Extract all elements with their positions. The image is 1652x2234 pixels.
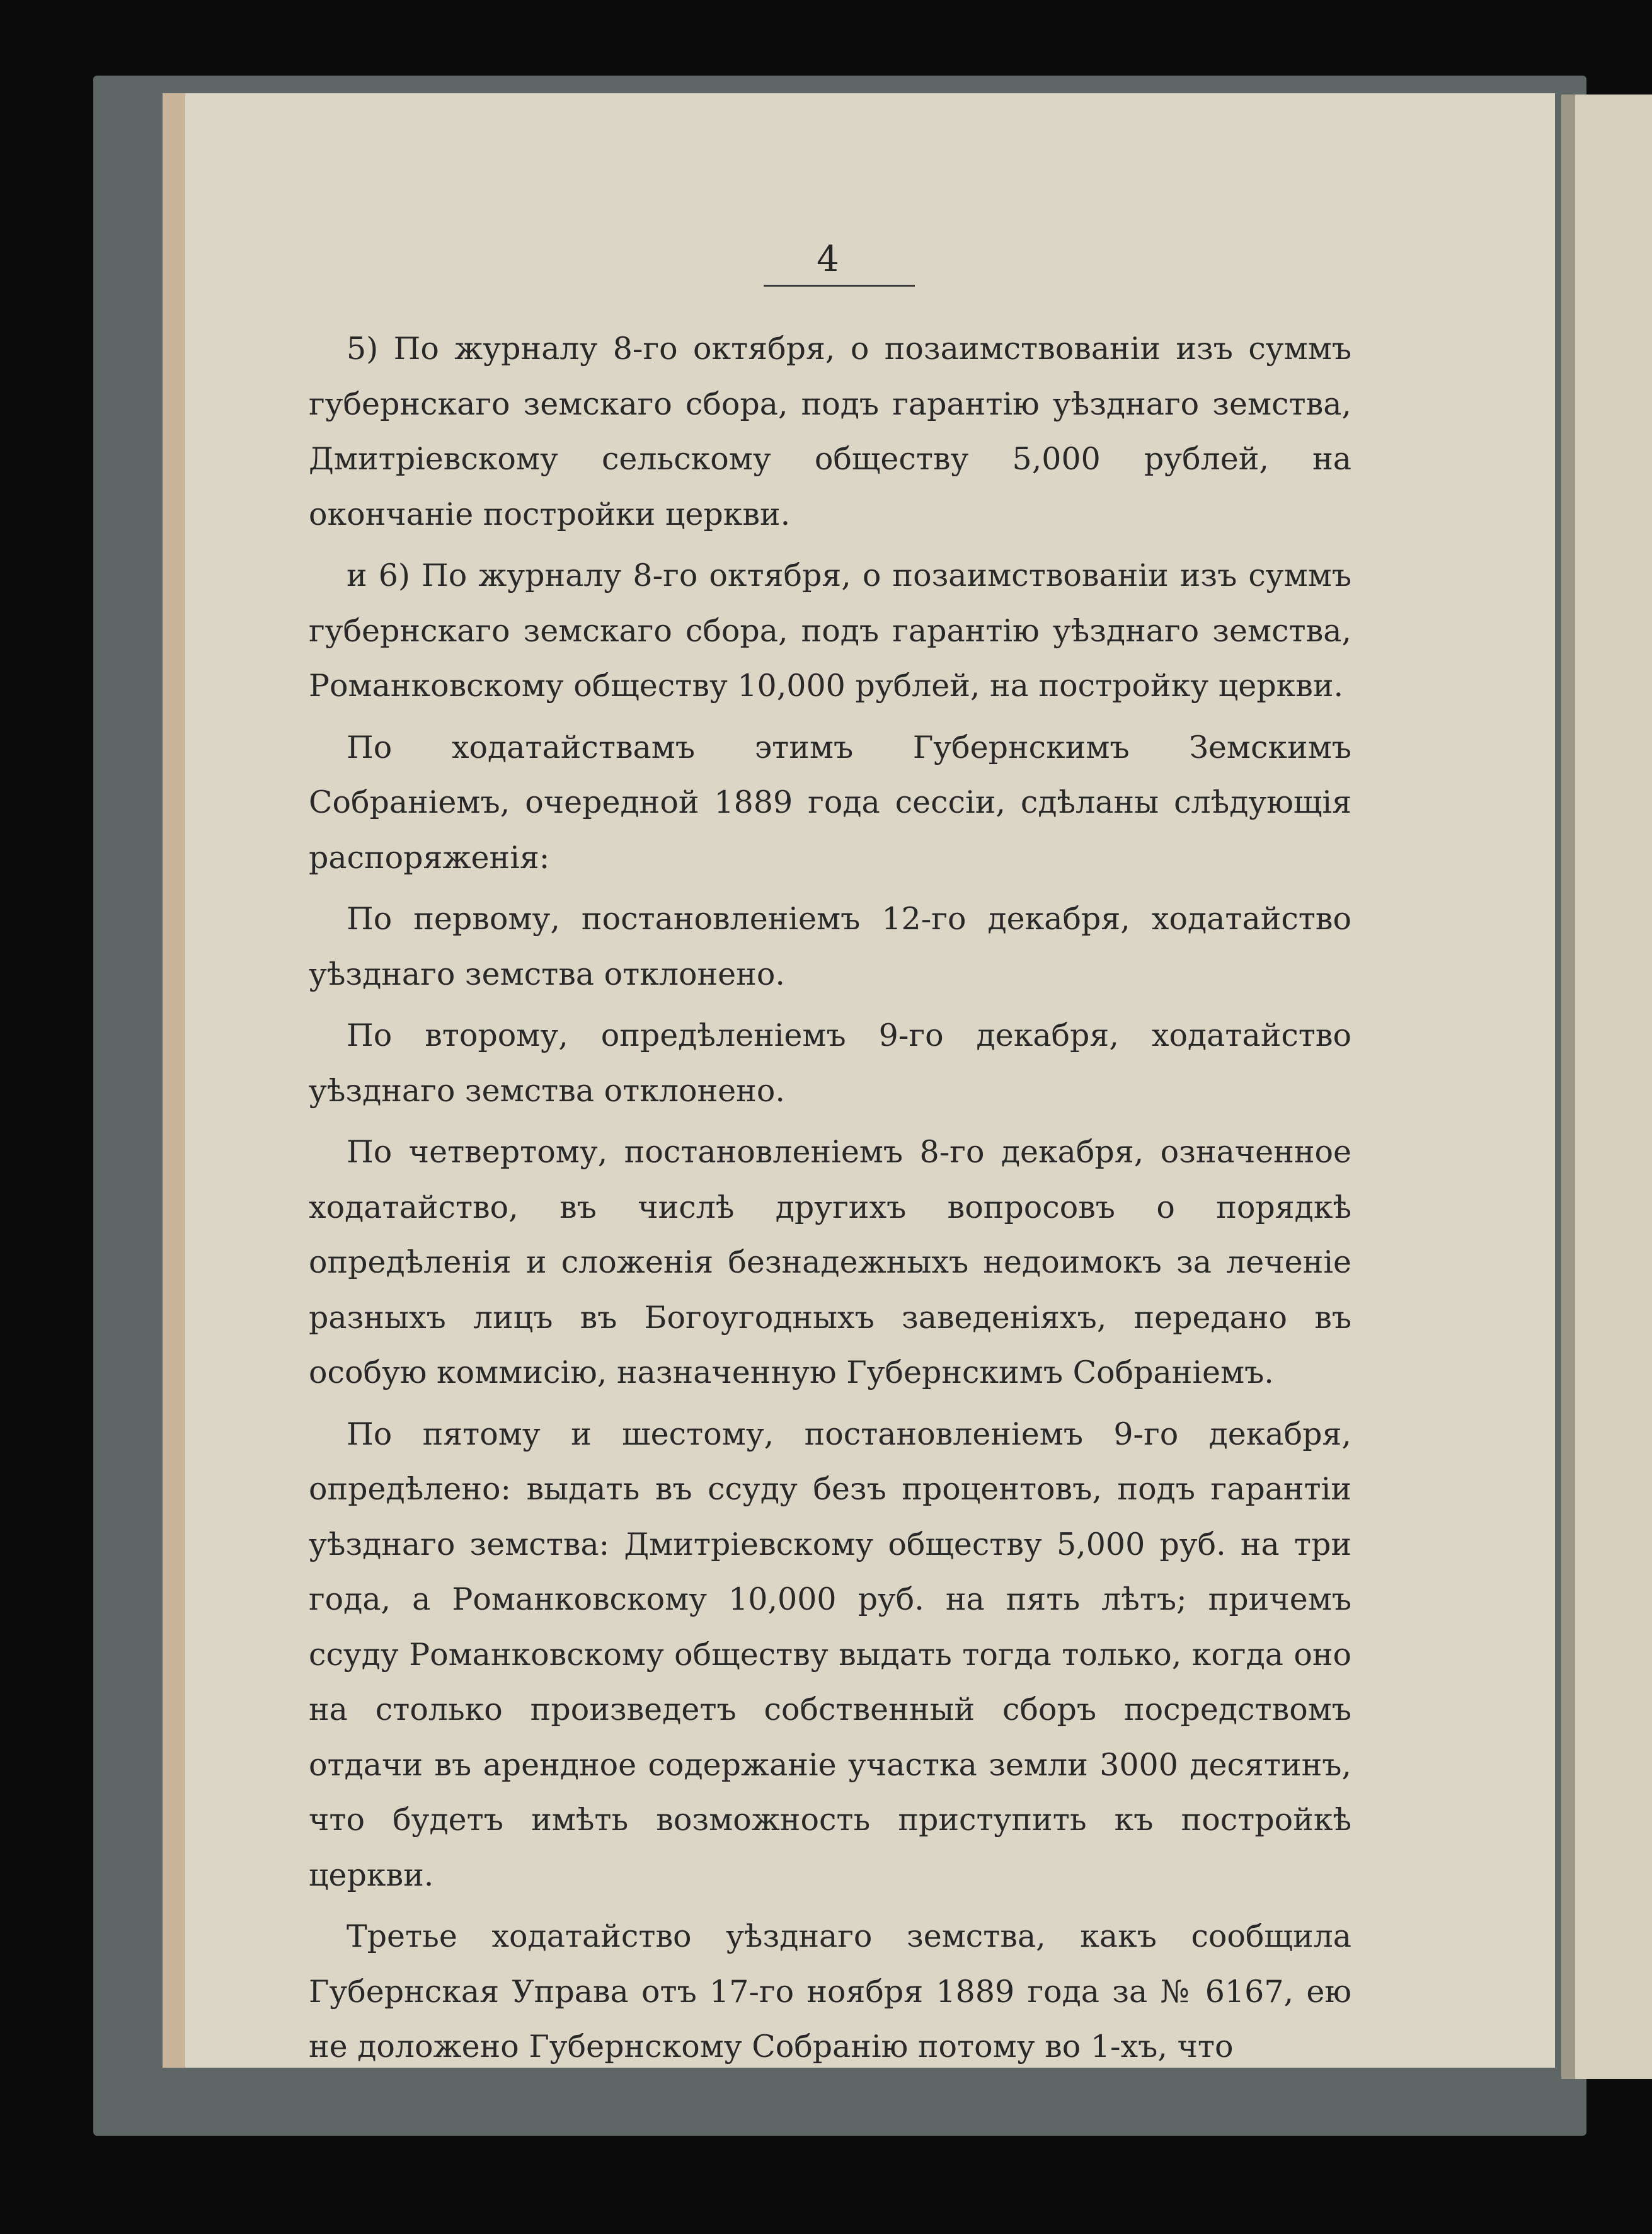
paragraph: Третье ходатайство уѣзднаго земства, какъ сообщила Губернская Управа отъ 17-го ноября 1889 года за № 6167, ею не доложено Губернскому Собранію потому во 1-хъ, что <box>309 1918 1351 2065</box>
paragraph: По второму, опредѣленіемъ 9-го декабря, ходатайство уѣзднаго земства отклонено. <box>309 1017 1351 1109</box>
page-number-rule <box>764 285 915 287</box>
paragraph: и 6) По журналу 8-го октября, о позаимствованіи изъ суммъ губернскаго земскаго сбора, подъ гарантію уѣзднаго земства, Романковскому обществу 10,000 рублей, на постройку церкви. <box>309 558 1351 704</box>
paragraph: По первому, постановленіемъ 12-го декабря, ходатайство уѣзднаго земства отклонено. <box>309 901 1351 992</box>
body-text <box>309 321 1351 2075</box>
page-number: 4 <box>817 239 839 280</box>
paragraph: По пятому и шестому, постановленіемъ 9-го декабря, опредѣлено: выдать въ ссуду безъ процентовъ, подъ гарантіи уѣзднаго земства: Дмитріевскому обществу 5,000 руб. на три года, а Романковскому 10,000 руб. на пять лѣтъ; причемъ ссуду Романковскому обществу выдать тогда только, когда оно на столько произведетъ собственный сборъ посредствомъ отдачи въ арендное содержаніе участка земли 3000 десятинъ, что будетъ имѣть возможность приступить къ постройкѣ церкви. <box>309 1416 1351 1893</box>
paragraph: По ходатайствамъ этимъ Губернскимъ Земскимъ Собраніемъ, очередной 1889 года сессіи, сдѣланы слѣдующія распоряженія: <box>309 729 1351 876</box>
page-gutter <box>163 93 185 2068</box>
paragraph: 5) По журналу 8-го октября, о позаимствованіи изъ суммъ губернскаго земскаго сбора, подъ гарантію уѣзднаго земства, Дмитріевскому сельскому обществу 5,000 рублей, на окончаніе постройки церкви. <box>309 331 1351 532</box>
next-page-shadow <box>1561 95 1575 2079</box>
paragraph: По четвертому, постановленіемъ 8-го декабря, означенное ходатайство, въ числѣ другихъ вопросовъ о порядкѣ опредѣленія и сложенія безнадежныхъ недоимокъ за леченіе разныхъ лицъ въ Богоугодныхъ заведеніяхъ, передано въ особую коммисію, назначенную Губернскимъ Собраніемъ. <box>309 1134 1351 1390</box>
